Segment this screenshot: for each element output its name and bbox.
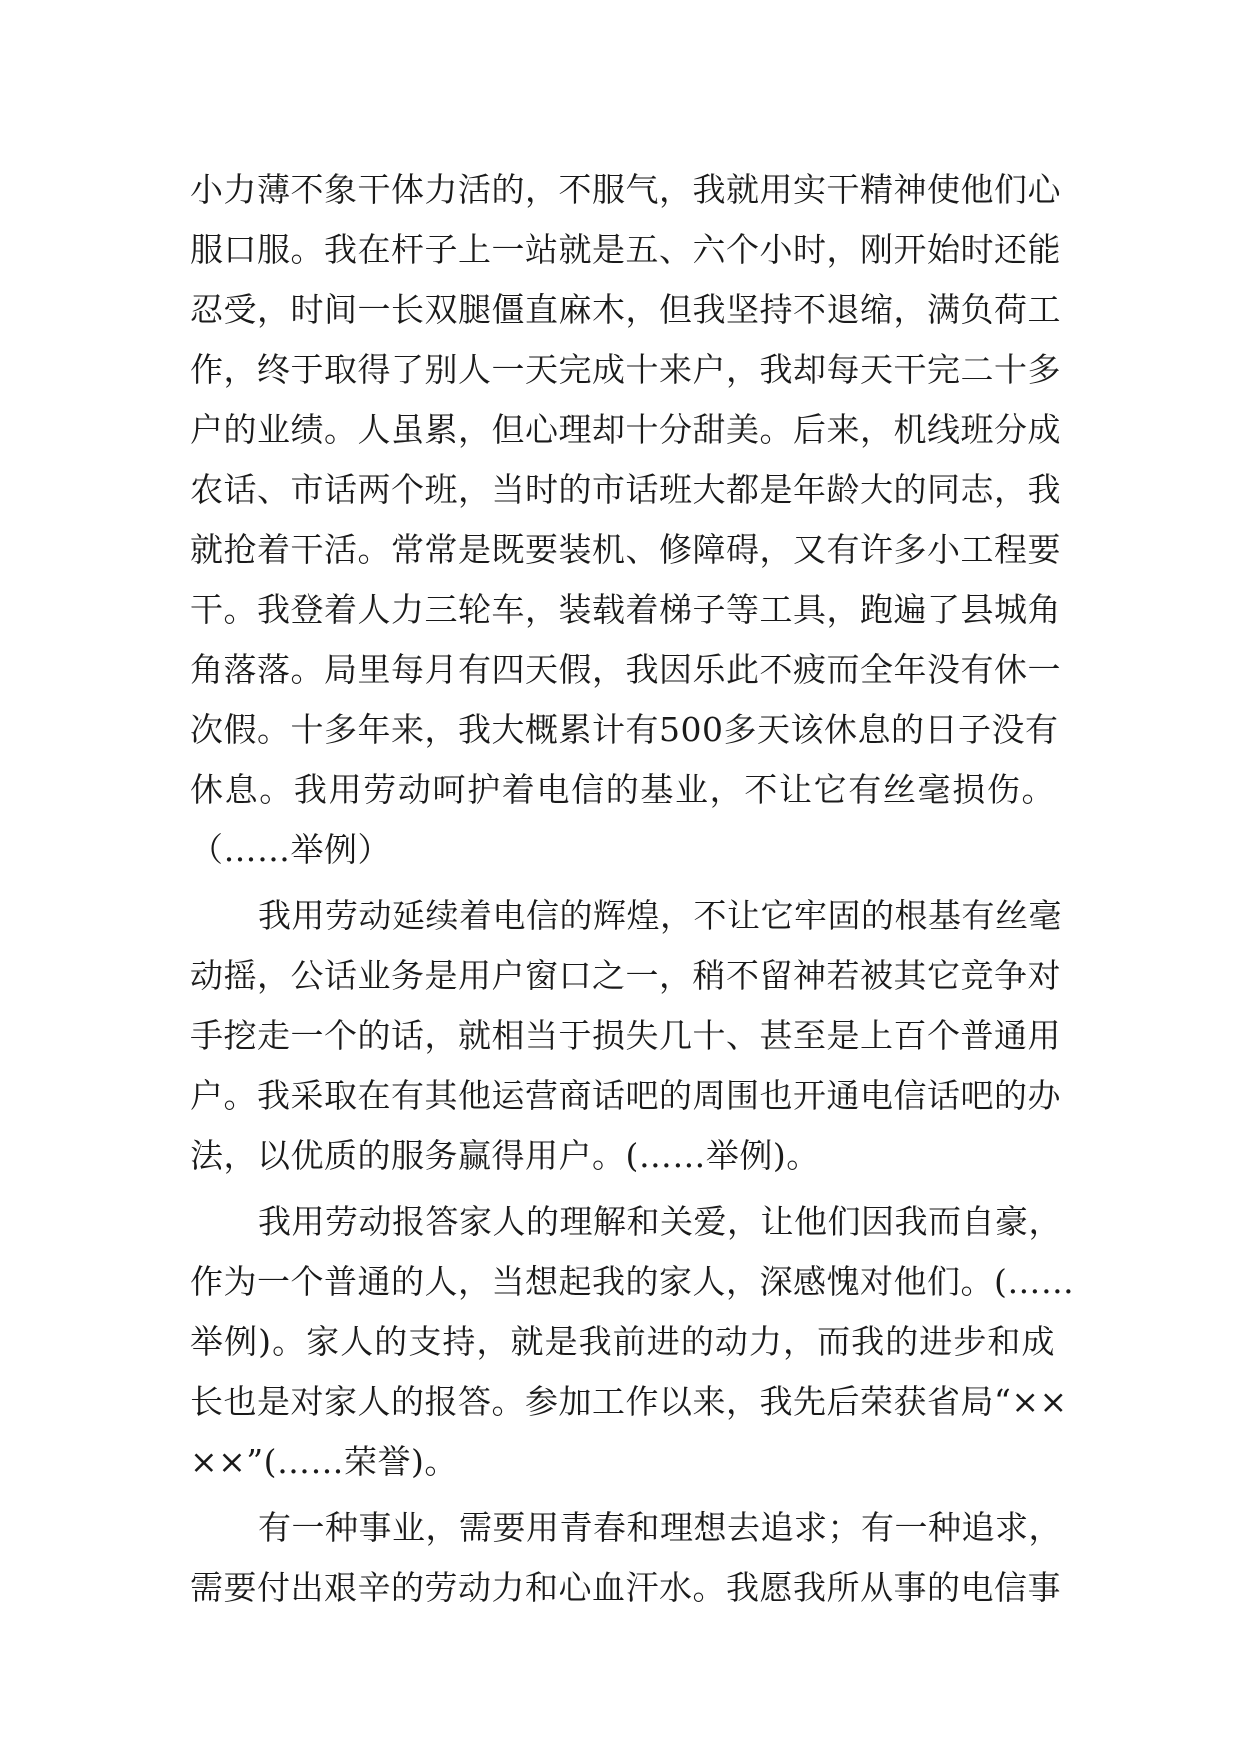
document-page	[190, 160, 1075, 1618]
text-line: 农话、市话两个班，当时的市话班大都是年龄大的同志，我	[190, 470, 1061, 509]
paragraph-1	[190, 160, 1061, 880]
text-line: 需要付出艰辛的劳动力和心血汗水。我愿我所从事的电信事	[190, 1568, 1061, 1607]
text-line: 就抢着干活。常常是既要装机、修障碍，又有许多小工程要	[190, 530, 1061, 569]
text-line: 我用劳动报答家人的理解和关爱，让他们因我而自豪，	[258, 1202, 1062, 1241]
text-line: 服口服。我在杆子上一站就是五、六个小时，刚开始时还能	[190, 230, 1061, 269]
text-line: 户。我采取在有其他运营商话吧的周围也开通电信话吧的办	[190, 1076, 1061, 1115]
text-line: 休息。我用劳动呵护着电信的基业，不让它有丝毫损伤。	[190, 770, 1055, 809]
text-line: 角落落。局里每月有四天假，我因乐此不疲而全年没有休一	[190, 650, 1061, 689]
text-line: 长也是对家人的报答。参加工作以来，我先后荣获省局“××	[190, 1382, 1068, 1421]
text-line: 作，终于取得了别人一天完成十来户，我却每天干完二十多	[190, 350, 1061, 389]
paragraph-2	[190, 886, 1062, 1186]
text-line: 有一种事业，需要用青春和理想去追求；有一种追求，	[258, 1508, 1062, 1547]
text-line: 我用劳动延续着电信的辉煌，不让它牢固的根基有丝毫	[258, 896, 1062, 935]
text-line: 动摇，公话业务是用户窗口之一，稍不留神若被其它竞争对	[190, 956, 1061, 995]
paragraph-4	[190, 1498, 1062, 1618]
text-line: （……举例）	[190, 830, 391, 869]
paragraph-3	[190, 1192, 1075, 1492]
text-line: 小力薄不象干体力活的，不服气，我就用实干精神使他们心	[190, 170, 1061, 209]
text-line: 户的业绩。人虽累，但心理却十分甜美。后来，机线班分成	[190, 410, 1061, 449]
text-line: 举例)。家人的支持，就是我前进的动力，而我的进步和成	[190, 1322, 1055, 1361]
text-line: 法，以优质的服务赢得用户。(……举例)。	[190, 1136, 820, 1175]
text-line: 作为一个普通的人，当想起我的家人，深感愧对他们。(……	[190, 1262, 1075, 1301]
text-line: 忍受，时间一长双腿僵直麻木，但我坚持不退缩，满负荷工	[190, 290, 1061, 329]
text-line: 干。我登着人力三轮车，装载着梯子等工具，跑遍了县城角	[190, 590, 1061, 629]
text-line: 次假。十多年来，我大概累计有500多天该休息的日子没有	[190, 710, 1059, 749]
text-line: 手挖走一个的话，就相当于损失几十、甚至是上百个普通用	[190, 1016, 1061, 1055]
text-line: ××”(……荣誉)。	[190, 1442, 458, 1481]
